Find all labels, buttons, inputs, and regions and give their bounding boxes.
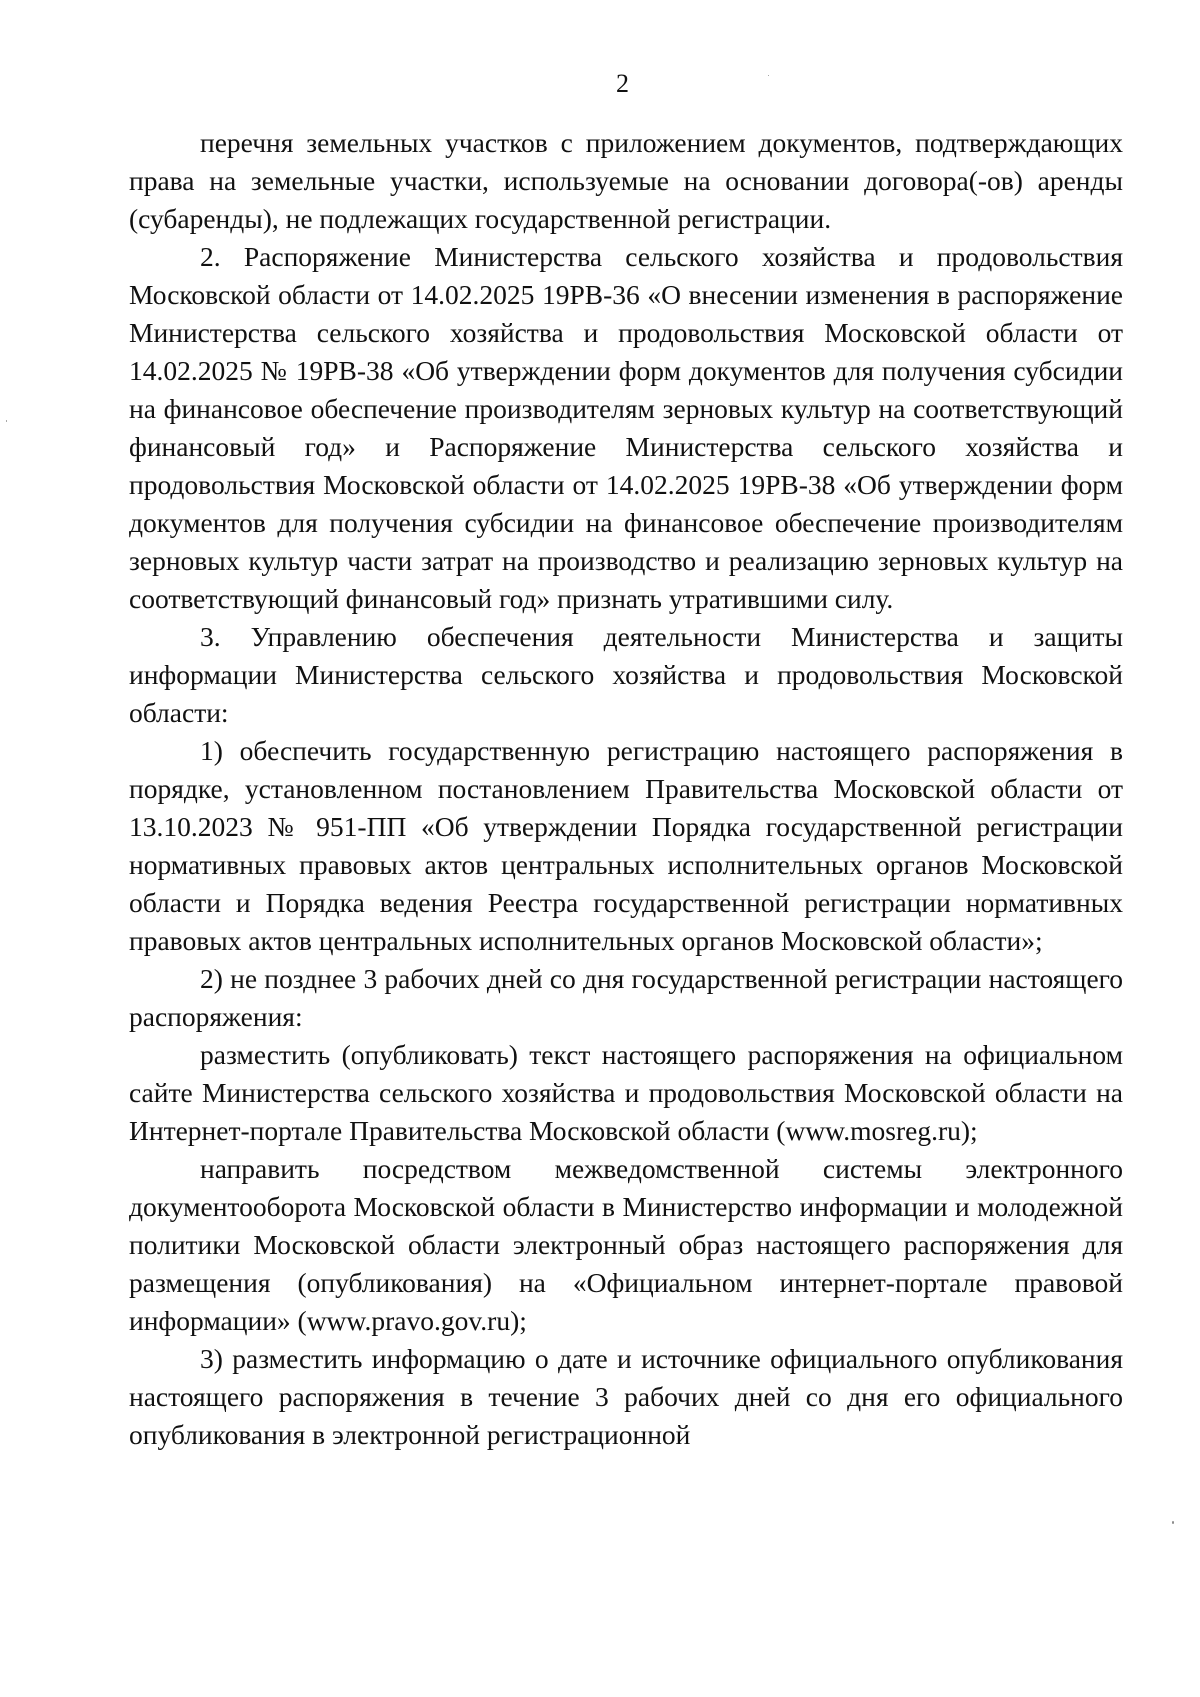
paragraph-item-2-revocation: 2. Распоряжение Министерства сельского хозяйства и продовольствия Московской области от 14.02.2025 19РВ-36 «О внесении изменения в распоряжение Министерства сельского хозяйства и продовольствия Московской области от 14.02.2025 № 19РВ-38 «Об утверждении форм документов для получения субсидии на финансовое обеспечение производителям зерновых культур на соответствующий финансовый год» и Распоряжение Министерства сельского хозяйства и продовольствия Московской области от 14.02.2025 19РВ-38 «Об утверждении форм документов для получения субсидии на финансовое обеспечение производителям зерновых культур части затрат на производство и реализацию зерновых культур на соответствующий финансовый год» признать утратившими силу.	[129, 241, 1123, 614]
paragraph-subitem-3-information: 3) разместить информацию о дате и источнике официального опубликования настоящего распоряжения в течение 3 рабочих дней со дня его официального опубликования в электронной регистрационной	[129, 1343, 1123, 1450]
paragraph-publish-mosreg: разместить (опубликовать) текст настоящего распоряжения на официальном сайте Министерства сельского хозяйства и продовольствия Московской области на Интернет-портале Правительства Московской области (www.mosreg.ru);	[129, 1039, 1123, 1146]
paragraph-send-pravo: направить посредством межведомственной системы электронного документооборота Московской области в Министерство информации и молодежной политики Московской области электронный образ настоящего распоряжения для размещения (опубликования) на «Официальном интернет-портале правовой информации» (www.pravo.gov.ru);	[129, 1153, 1123, 1336]
paragraph-item-3-directorate: 3. Управлению обеспечения деятельности Министерства и защиты информации Министерства сельского хозяйства и продовольствия Московской области:	[129, 621, 1123, 728]
page-number: 2	[616, 69, 629, 98]
scan-speck	[1172, 1521, 1174, 1524]
scan-speck	[6, 420, 7, 422]
scan-speck	[768, 75, 769, 76]
document-body	[129, 124, 1123, 1454]
paragraph-subitem-1-registration: 1) обеспечить государственную регистрацию настоящего распоряжения в порядке, установленном постановлением Правительства Московской области от 13.10.2023 № 951-ПП «Об утверждении Порядка государственной регистрации нормативных правовых актов центральных исполнительных органов Московской области и Порядка ведения Реестра государственной регистрации нормативных правовых актов центральных исполнительных органов Московской области»;	[129, 735, 1123, 956]
paragraph-land-plots-list: перечня земельных участков с приложением документов, подтверждающих права на земельные участки, используемые на основании договора(-ов) аренды (субаренды), не подлежащих государственной регистрации.	[129, 127, 1123, 234]
paragraph-subitem-2-deadline: 2) не позднее 3 рабочих дней со дня государственной регистрации настоящего распоряжения:	[129, 963, 1123, 1032]
